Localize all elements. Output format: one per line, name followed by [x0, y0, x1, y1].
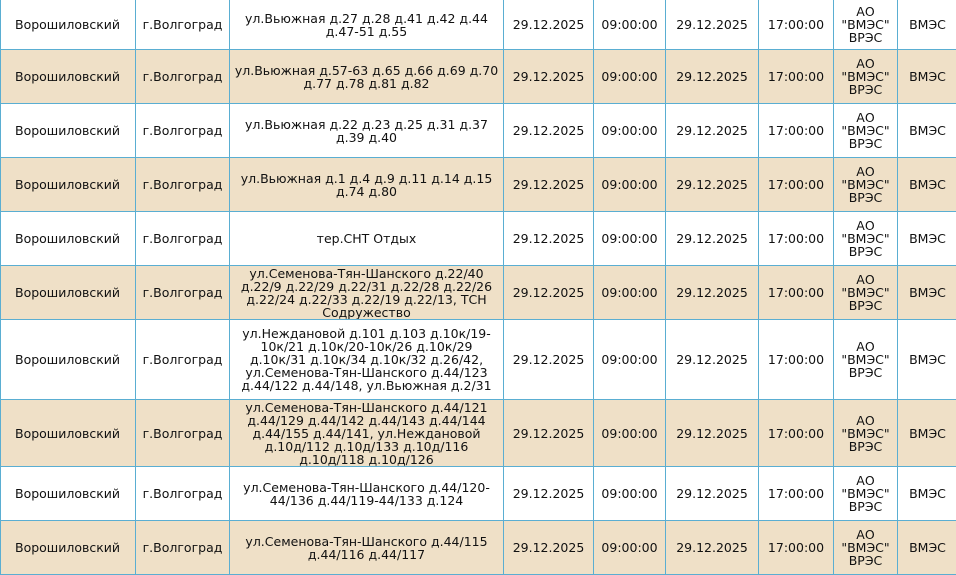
address-cell: ул.Семенова-Тян-Шанского д.44/115 д.44/116 д.44/117 — [230, 521, 504, 575]
address-cell: ул.Неждановой д.101 д.103 д.10к/19-10к/21 д.10к/20-10к/26 д.10к/29 д.10к/31 д.10к/34 д.10к/32 д.26/42, ул.Семенова-Тян-Шанского д.44/123 д.44/122 д.44/148, ул.Вьюжная д.2/31 — [230, 320, 504, 400]
start-date-cell: 29.12.2025 — [504, 158, 594, 212]
table-row — [1, 104, 956, 158]
city-cell: г.Волгоград — [136, 158, 230, 212]
organization-cell: АО "ВМЭС" ВРЭС — [834, 0, 898, 50]
organization-cell: АО "ВМЭС" ВРЭС — [834, 266, 898, 320]
end-time-cell: 17:00:00 — [759, 50, 834, 104]
table-row — [1, 521, 956, 575]
end-time-cell: 17:00:00 — [759, 158, 834, 212]
organization-cell: АО "ВМЭС" ВРЭС — [834, 50, 898, 104]
start-date-cell: 29.12.2025 — [504, 104, 594, 158]
organization-cell: АО "ВМЭС" ВРЭС — [834, 467, 898, 521]
end-time-cell: 17:00:00 — [759, 0, 834, 50]
district-cell: Ворошиловский — [1, 400, 136, 467]
end-date-cell: 29.12.2025 — [666, 0, 759, 50]
city-cell: г.Волгоград — [136, 0, 230, 50]
start-time-cell: 09:00:00 — [594, 400, 666, 467]
table-row — [1, 158, 956, 212]
start-date-cell: 29.12.2025 — [504, 50, 594, 104]
district-cell: Ворошиловский — [1, 467, 136, 521]
organization-cell: АО "ВМЭС" ВРЭС — [834, 158, 898, 212]
organization-cell: АО "ВМЭС" ВРЭС — [834, 400, 898, 467]
end-date-cell: 29.12.2025 — [666, 212, 759, 266]
start-time-cell: 09:00:00 — [594, 521, 666, 575]
end-time-cell: 17:00:00 — [759, 320, 834, 400]
end-date-cell: 29.12.2025 — [666, 50, 759, 104]
district-cell: Ворошиловский — [1, 158, 136, 212]
network-cell: ВМЭС — [898, 104, 956, 158]
network-cell: ВМЭС — [898, 320, 956, 400]
table-row — [1, 320, 956, 400]
network-cell: ВМЭС — [898, 266, 956, 320]
network-cell: ВМЭС — [898, 50, 956, 104]
network-cell: ВМЭС — [898, 0, 956, 50]
start-time-cell: 09:00:00 — [594, 320, 666, 400]
table-row — [1, 50, 956, 104]
end-date-cell: 29.12.2025 — [666, 158, 759, 212]
end-date-cell: 29.12.2025 — [666, 320, 759, 400]
start-time-cell: 09:00:00 — [594, 0, 666, 50]
city-cell: г.Волгоград — [136, 266, 230, 320]
start-time-cell: 09:00:00 — [594, 50, 666, 104]
address-cell: ул.Семенова-Тян-Шанского д.44/120-44/136 д.44/119-44/133 д.124 — [230, 467, 504, 521]
end-time-cell: 17:00:00 — [759, 212, 834, 266]
district-cell: Ворошиловский — [1, 212, 136, 266]
start-date-cell: 29.12.2025 — [504, 320, 594, 400]
city-cell: г.Волгоград — [136, 320, 230, 400]
start-time-cell: 09:00:00 — [594, 212, 666, 266]
district-cell: Ворошиловский — [1, 0, 136, 50]
city-cell: г.Волгоград — [136, 50, 230, 104]
table-row — [1, 400, 956, 467]
address-cell: тер.СНТ Отдых — [230, 212, 504, 266]
city-cell: г.Волгоград — [136, 400, 230, 467]
end-date-cell: 29.12.2025 — [666, 266, 759, 320]
network-cell: ВМЭС — [898, 521, 956, 575]
network-cell: ВМЭС — [898, 400, 956, 467]
end-time-cell: 17:00:00 — [759, 467, 834, 521]
district-cell: Ворошиловский — [1, 50, 136, 104]
city-cell: г.Волгоград — [136, 521, 230, 575]
start-time-cell: 09:00:00 — [594, 467, 666, 521]
end-time-cell: 17:00:00 — [759, 521, 834, 575]
address-cell: ул.Вьюжная д.27 д.28 д.41 д.42 д.44 д.47-51 д.55 — [230, 0, 504, 50]
city-cell: г.Волгоград — [136, 212, 230, 266]
address-cell: ул.Вьюжная д.57-63 д.65 д.66 д.69 д.70 д.77 д.78 д.81 д.82 — [230, 50, 504, 104]
address-cell: ул.Семенова-Тян-Шанского д.44/121 д.44/129 д.44/142 д.44/143 д.44/144 д.44/155 д.44/141, ул.Неждановой д.10д/112 д.10д/133 д.10д/116 д.10д/118 д.10д/126 — [230, 400, 504, 467]
start-date-cell: 29.12.2025 — [504, 266, 594, 320]
end-date-cell: 29.12.2025 — [666, 521, 759, 575]
table-row — [1, 212, 956, 266]
address-cell: ул.Вьюжная д.22 д.23 д.25 д.31 д.37 д.39 д.40 — [230, 104, 504, 158]
network-cell: ВМЭС — [898, 212, 956, 266]
start-date-cell: 29.12.2025 — [504, 0, 594, 50]
end-time-cell: 17:00:00 — [759, 266, 834, 320]
end-time-cell: 17:00:00 — [759, 400, 834, 467]
end-time-cell: 17:00:00 — [759, 104, 834, 158]
end-date-cell: 29.12.2025 — [666, 467, 759, 521]
start-time-cell: 09:00:00 — [594, 266, 666, 320]
start-date-cell: 29.12.2025 — [504, 467, 594, 521]
district-cell: Ворошиловский — [1, 104, 136, 158]
start-time-cell: 09:00:00 — [594, 104, 666, 158]
table-row — [1, 266, 956, 320]
end-date-cell: 29.12.2025 — [666, 104, 759, 158]
address-cell: ул.Вьюжная д.1 д.4 д.9 д.11 д.14 д.15 д.74 д.80 — [230, 158, 504, 212]
city-cell: г.Волгоград — [136, 104, 230, 158]
district-cell: Ворошиловский — [1, 320, 136, 400]
start-time-cell: 09:00:00 — [594, 158, 666, 212]
address-cell: ул.Семенова-Тян-Шанского д.22/40 д.22/9 д.22/29 д.22/31 д.22/28 д.22/26 д.22/24 д.22/33 д.22/19 д.22/13, ТСН Содружество — [230, 266, 504, 320]
start-date-cell: 29.12.2025 — [504, 212, 594, 266]
network-cell: ВМЭС — [898, 158, 956, 212]
district-cell: Ворошиловский — [1, 266, 136, 320]
organization-cell: АО "ВМЭС" ВРЭС — [834, 320, 898, 400]
organization-cell: АО "ВМЭС" ВРЭС — [834, 212, 898, 266]
start-date-cell: 29.12.2025 — [504, 521, 594, 575]
end-date-cell: 29.12.2025 — [666, 400, 759, 467]
organization-cell: АО "ВМЭС" ВРЭС — [834, 104, 898, 158]
start-date-cell: 29.12.2025 — [504, 400, 594, 467]
network-cell: ВМЭС — [898, 467, 956, 521]
table-row — [1, 467, 956, 521]
organization-cell: АО "ВМЭС" ВРЭС — [834, 521, 898, 575]
table-row — [1, 0, 956, 50]
city-cell: г.Волгоград — [136, 467, 230, 521]
district-cell: Ворошиловский — [1, 521, 136, 575]
